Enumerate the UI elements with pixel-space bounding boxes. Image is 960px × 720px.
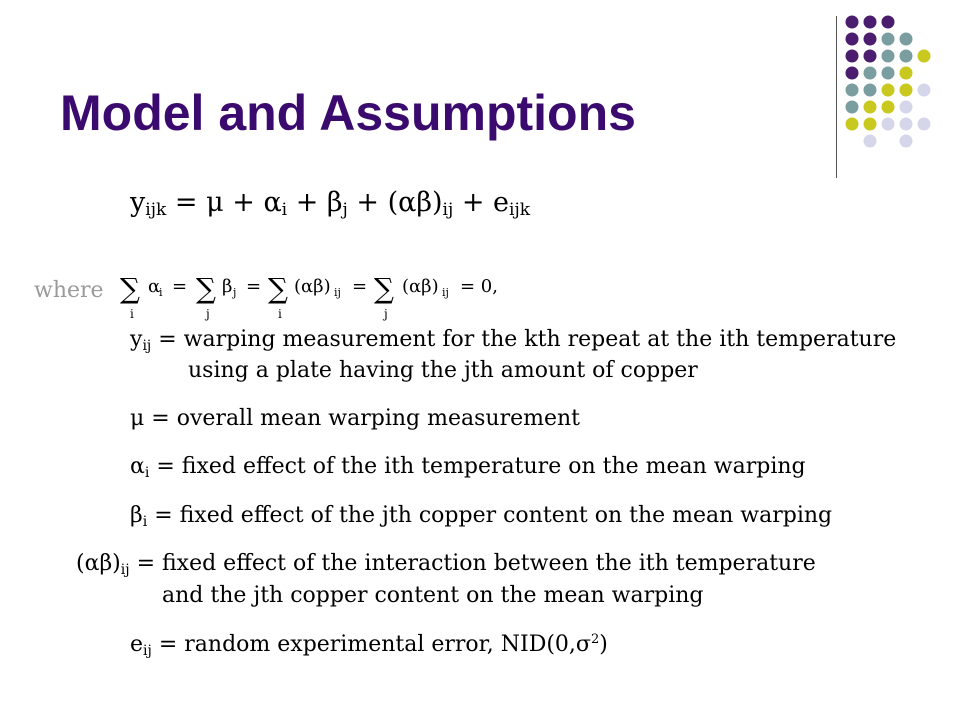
sum-index-1: i — [130, 307, 134, 321]
decorative-dot — [846, 118, 859, 131]
decorative-dot — [864, 84, 877, 97]
decorative-dot — [846, 33, 859, 46]
constraint-ab-2: (αβ) — [402, 276, 439, 297]
slide-title: Model and Assumptions — [60, 85, 636, 141]
constraint-ab-2-sub: ij — [442, 286, 449, 299]
model-equation: $y_{ijk} = \mu + \alpha_i + \beta_j + (\alpha\beta)_{ij} + e_{ijk}$ — [130, 187, 531, 220]
decorative-dot — [900, 67, 913, 80]
decorative-dot — [918, 118, 931, 131]
decorative-dot — [900, 135, 913, 148]
decorative-dot — [864, 118, 877, 131]
decorative-dot — [882, 33, 895, 46]
definition-interaction-continued: and the jth copper content on the mean warping — [162, 583, 704, 608]
constraint-beta: β — [222, 276, 233, 297]
constraint-ab-1: (αβ) — [294, 276, 331, 297]
constraint-eq-3: = — [352, 276, 368, 297]
constraint-alpha: α — [148, 276, 161, 297]
decorative-dot — [900, 118, 913, 131]
definition-alpha: $\alpha_i$ = fixed effect of the ith temperature on the mean warping — [130, 454, 806, 481]
decorative-dot — [882, 50, 895, 63]
decorative-dot — [882, 16, 895, 29]
decorative-dot — [882, 118, 895, 131]
definition-y: $y_{ij}$ = warping measurement for the kth repeat at the ith temperature — [130, 327, 897, 354]
decorative-dot — [864, 16, 877, 29]
decorative-dot — [846, 16, 859, 29]
decorative-dot — [900, 50, 913, 63]
definition-mu: μ = overall mean warping measurement — [130, 406, 580, 431]
sum-index-2: j — [206, 307, 210, 321]
definition-interaction: $(\alpha\beta)_{ij}$ = fixed effect of the interaction between the ith temperature — [76, 551, 816, 578]
sum-symbol-4: ∑ — [374, 272, 394, 305]
sum-symbol-2: ∑ — [196, 272, 216, 305]
constraint-eq-1: = — [172, 276, 188, 297]
decorative-dot — [918, 84, 931, 97]
constraint-alpha-sub: i — [159, 286, 163, 299]
where-label: where — [34, 278, 104, 303]
sum-symbol-1: ∑ — [120, 272, 140, 305]
constraint-beta-sub: j — [233, 286, 237, 299]
decorative-dot — [882, 84, 895, 97]
decorative-dot — [846, 101, 859, 114]
definition-y-continued: using a plate having the jth amount of copper — [188, 358, 698, 383]
sum-symbol-3: ∑ — [268, 272, 288, 305]
decorative-dot — [900, 33, 913, 46]
decorative-dot-grid — [840, 12, 955, 162]
decorative-dot — [864, 135, 877, 148]
constraint-equation — [118, 268, 518, 326]
decorative-dot — [918, 50, 931, 63]
decorative-dot — [846, 84, 859, 97]
sum-index-3: i — [278, 307, 282, 321]
constraint-eq-2: = — [246, 276, 262, 297]
definition-beta: $\beta_i$ = fixed effect of the jth copper content on the mean warping — [130, 503, 833, 530]
constraint-eq-4: = 0, — [460, 276, 498, 297]
constraint-ab-1-sub: ij — [334, 286, 341, 299]
decorative-dot — [846, 50, 859, 63]
decorative-dot — [900, 101, 913, 114]
decorative-dot — [882, 67, 895, 80]
decorative-dot — [846, 67, 859, 80]
decorative-dot — [900, 84, 913, 97]
decorative-dot — [882, 101, 895, 114]
decorative-dot — [864, 101, 877, 114]
definition-error: $e_{ij}$ = random experimental error, $NID(0,\sigma^2)$ — [130, 632, 608, 659]
decorative-dot — [864, 50, 877, 63]
decorative-dot — [864, 67, 877, 80]
decorative-dot — [864, 33, 877, 46]
sum-index-4: j — [384, 307, 388, 321]
decorative-divider — [836, 16, 837, 178]
